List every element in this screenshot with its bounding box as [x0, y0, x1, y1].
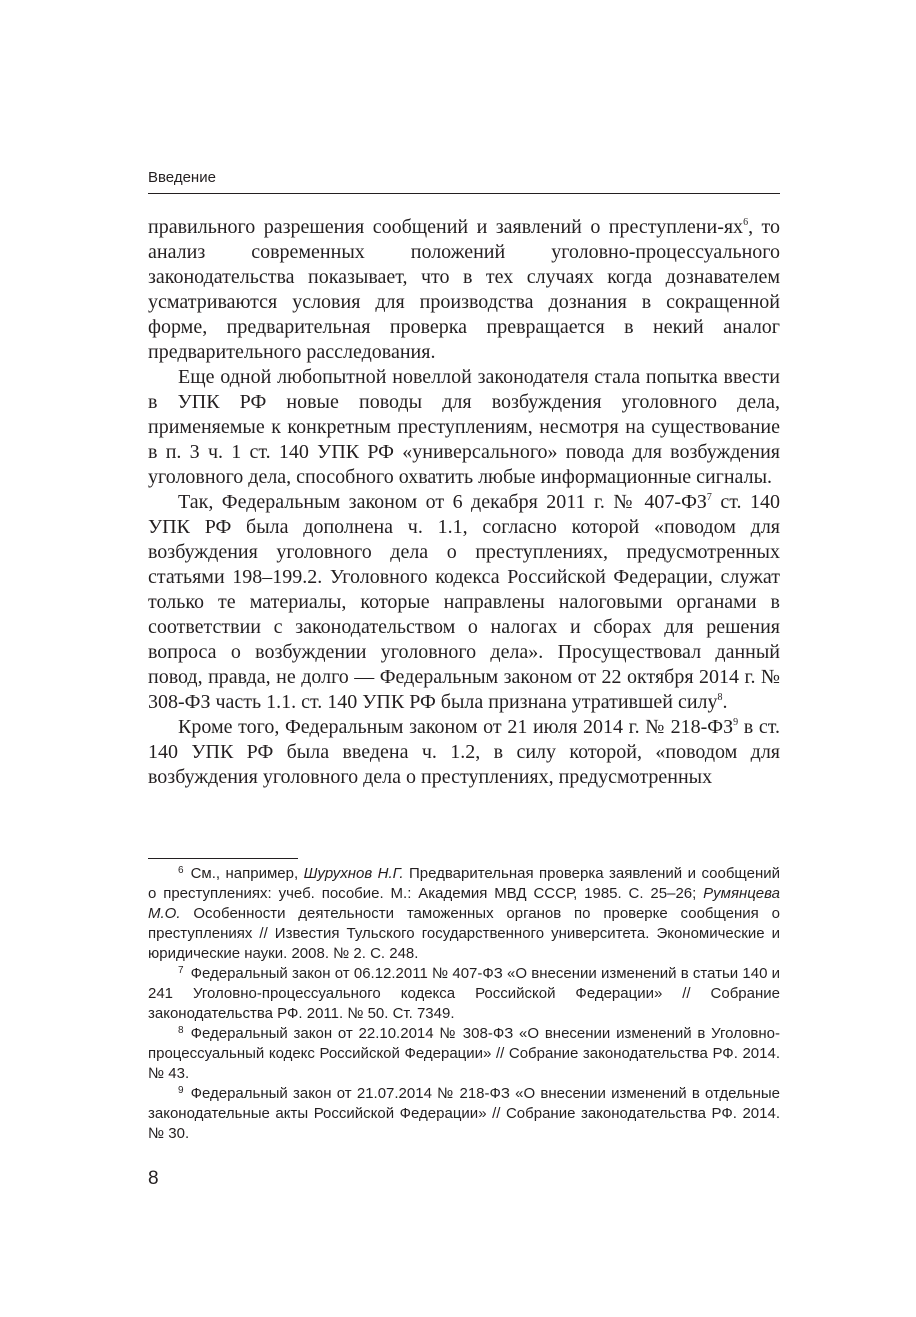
footnote-ref-7[interactable]: 7: [706, 492, 712, 503]
paragraph-4-part-b: в ст. 140 УПК РФ была введена ч. 1.2, в силу которой, «поводом для возбуждения уголовного дела о преступлениях, предусмотренных: [148, 716, 780, 788]
paragraph-2: Еще одной любопытной новеллой законодателя стала попытка ввести в УПК РФ новые поводы для возбуждения уголовного дела, применяемые к конкретным преступлениям, несмотря на существование в п. 3 ч. 1 ст. 140 УПК РФ «универсального» повода для возбуждения уголовного дела, способного охватить любые информационные сигналы.: [148, 366, 780, 488]
header-rule: [148, 193, 780, 194]
footnote-number: 8: [178, 1025, 184, 1036]
page-number: 8: [148, 1168, 159, 1189]
footnote-ref-6[interactable]: 6: [743, 217, 749, 228]
footnote-ref-9[interactable]: 9: [733, 717, 739, 728]
footnote-6-text-b: Предварительная проверка заявлений и сообщений о преступлениях: учеб. пособие. М.: Академия МВД СССР, 1985. С. 25–26;: [148, 865, 780, 902]
footnote-8-text: Федеральный закон от 22.10.2014 № 308-ФЗ «О внесении изменений в Уголовно-процессуальный кодекс Российской Федерации» // Собрание законодательства РФ. 2014. № 43.: [148, 1025, 780, 1082]
paragraph-1: [148, 215, 780, 365]
footnote-9: [148, 1084, 780, 1144]
paragraph-3: [148, 490, 780, 715]
footnote-7: [148, 964, 780, 1024]
paragraph-4-part-a: Кроме того, Федеральным законом от 21 июля 2014 г. № 218-ФЗ: [178, 716, 734, 738]
footnote-number: 9: [178, 1085, 184, 1096]
footnote-7-text: Федеральный закон от 06.12.2011 № 407-ФЗ «О внесении изменений в статьи 140 и 241 Уголовно-процессуального кодекса Российской Федерации» // Собрание законодательства РФ. 2011. № 50. Ст. 7349.: [148, 965, 780, 1022]
paragraph-3-part-b: ст. 140 УПК РФ была дополнена ч. 1.1, согласно которой «поводом для возбуждения уголовного дела о преступлениях, предусмотренных статьями 198–199.2. Уголовного кодекса Российской Федерации, служат только те материалы, которые направлены налоговыми органами в соответствии с законодательством о налогах и сборах для решения вопроса о возбуждении уголовного дела». Просуществовал данный повод, правда, не долго — Федеральным законом от 22 октября 2014 г. № 308-ФЗ часть 1.1. ст. 140 УПК РФ была признана утратившей силу: [148, 491, 780, 713]
running-head: Введение: [148, 169, 216, 186]
paragraph-3-part-a: Так, Федеральным законом от 6 декабря 2011 г. № 407-ФЗ: [178, 491, 707, 513]
footnote-9-text: Федеральный закон от 21.07.2014 № 218-ФЗ «О внесении изменений в отдельные законодательные акты Российской Федерации» // Собрание законодательства РФ. 2014. № 30.: [148, 1085, 780, 1142]
paragraph-1-text: правильного разрешения сообщений и заявлений о преступлени-ях: [148, 216, 744, 238]
footnote-number: 7: [178, 965, 184, 976]
footnote-6: [148, 864, 780, 964]
footnote-rule: [148, 858, 298, 859]
paragraph-3-part-c: .: [722, 691, 728, 713]
footnote-6-author-1: Шурухнов Н.Г.: [303, 865, 404, 882]
footnote-8: [148, 1024, 780, 1084]
footnote-6-author-2: Румянцева М.О.: [148, 885, 780, 922]
body-text: [148, 215, 780, 790]
footnote-number: 6: [178, 865, 184, 876]
footnote-6-text-a: См., например,: [190, 865, 304, 882]
footnote-6-text-c: Особенности деятельности таможенных органов по проверке сообщения о преступлениях // Известия Тульского государственного университета. Экономические и юридические науки. 2008. № 2. С. 248.: [148, 905, 780, 962]
footnote-ref-8[interactable]: 8: [717, 692, 723, 703]
footnotes: [148, 864, 780, 1144]
paragraph-1-rest: , то анализ современных положений уголовно-процессуального законодательства показывает, что в тех случаях когда дознавателем усматриваются условия для производства дознания в сокращенной форме, предварительная проверка превращается в некий аналог предварительного расследования.: [148, 216, 780, 363]
paragraph-4: [148, 715, 780, 790]
